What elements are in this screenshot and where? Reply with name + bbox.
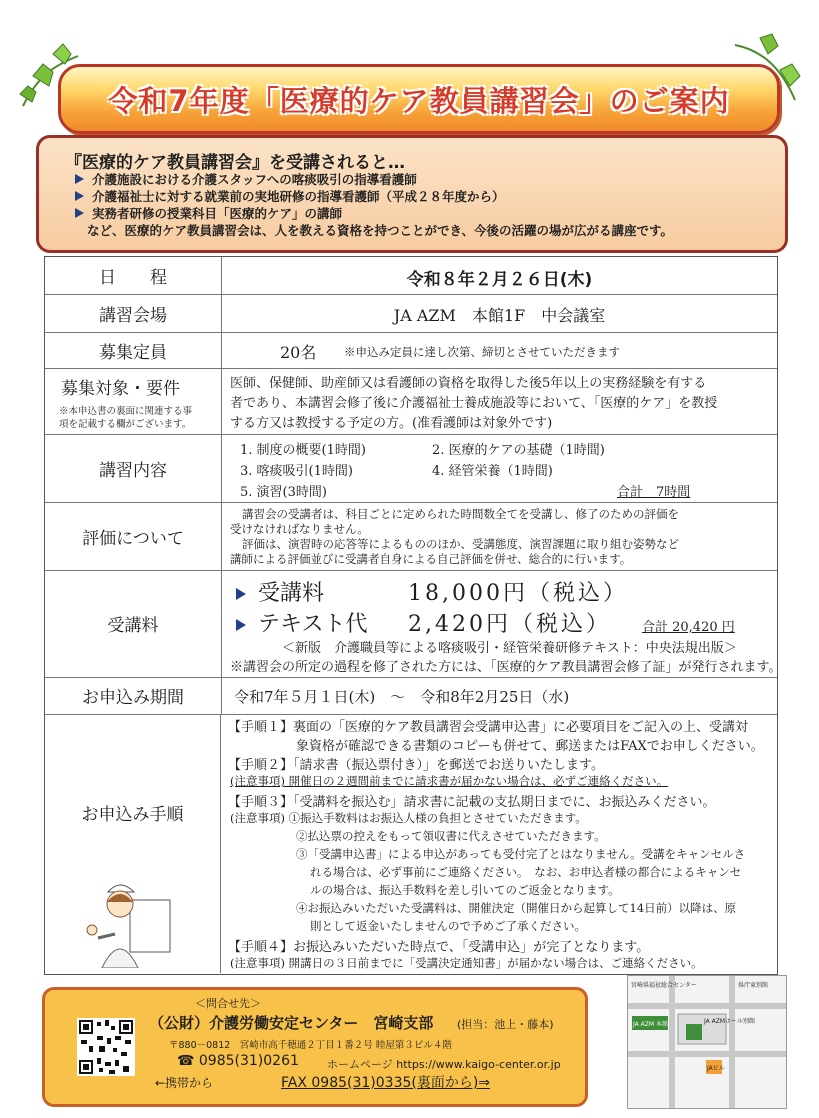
capacity-note: ※申込み定員に達し次第、締切とさせていただきます [344, 345, 620, 359]
intro-summary: など、医療的ケア教員講習会は、人を教える資格を持つことができ、今後の活躍の場が広がる講座です。 [87, 223, 674, 238]
course-total: 合計 7時間 [617, 485, 691, 500]
textbook-note: ＜新版 介護職員等による喀痰吸引・経管栄養研修テキスト：中央法規出版＞ [282, 641, 737, 656]
text-fee-line [236, 607, 368, 638]
contact-organization: （公財）介護労働安定センター 宮崎支部 [149, 1014, 434, 1032]
evaluation-text: 受けなければなりません。 [230, 522, 369, 536]
triangle-bullet-icon [236, 588, 246, 600]
text-fee-name: テキスト代 [258, 612, 368, 637]
course-item: 5. 演習(3時間) [240, 485, 327, 500]
contact-address: 〒880－0812 宮崎市高千穂通２丁目１番２号 睦屋第３ビル４階 [169, 1040, 452, 1051]
eligibility-subnote: ※本申込書の裏面に関連する事 [59, 406, 193, 417]
row-date [45, 257, 777, 295]
step-3-note: ④お振込みいただいた受講料は、開催決定（開催日から起算して14日前）以降は、原 [296, 901, 737, 915]
triangle-bullet-icon [75, 208, 84, 218]
qr-code-icon[interactable] [77, 1018, 135, 1076]
step-3-note: (注意事項) ①振込手数料はお振込人様の負担とさせていただきます。 [230, 811, 587, 825]
map-label: JA AZM 本館 [633, 1021, 668, 1028]
row-venue [45, 294, 777, 333]
intro-item-text: 介護施設における介護スタッフへの喀痰吸引の指導看護師 [92, 172, 417, 187]
row-content [45, 434, 777, 503]
value-cell-date [222, 257, 777, 294]
intro-item [75, 204, 342, 222]
fee-total: 合計 20,420 円 [642, 620, 735, 635]
intro-item [75, 170, 417, 188]
value-cell-capacity [222, 332, 777, 368]
step-3: 【手順３】「受講料を振込む」請求書に記載の支払期日までに、お振込みください。 [228, 795, 716, 810]
contact-header: ＜問合せ先＞ [195, 997, 261, 1010]
map-label: JAビル [707, 1065, 725, 1072]
label-evaluation: 評価について [45, 502, 222, 570]
step-4: 【手順４】お振込みいただいた時点で、「受講申込」が完了となります。 [228, 940, 650, 955]
triangle-bullet-icon [236, 619, 246, 631]
eligibility-text: 医師、保健師、助産師又は看護師の資格を取得した後5年以上の実務経験を有する [230, 376, 707, 391]
label-period: お申込み期間 [45, 677, 222, 714]
event-date: 令和８年２月２６日(木) [406, 270, 593, 290]
eligibility-text: 者であり、本講習会修了後に介護福祉士養成施設等において、「医療的ケア」を教授 [230, 396, 718, 411]
label-cell-eligibility [45, 368, 222, 434]
value-cell-eligibility [222, 368, 777, 434]
certificate-note: ※講習会の所定の過程を修了された方には、「医療的ケア教員講習会修了証」が発行されます。 [230, 660, 782, 675]
intro-item-text: 実務者研修の授業科目「医療的ケア」の講師 [92, 206, 343, 221]
course-item: 4. 経管栄養（1時間) [432, 464, 553, 479]
title-banner [58, 64, 780, 134]
triangle-bullet-icon [75, 174, 84, 184]
contact-box [42, 987, 588, 1107]
evaluation-text: 評価は、演習時の応答等によるもののほか、受講態度、演習課題に取り組む姿勢など [242, 537, 679, 551]
evaluation-text: 講師による評価並びに受講者自身による自己評価を併せ、総合的に行います。 [230, 552, 632, 566]
step-3-note: ③「受講申込書」による申込があっても受付完了とはなりません。受講をキャンセルさ [296, 847, 746, 861]
row-period [45, 677, 777, 715]
row-evaluation [45, 502, 777, 571]
step-3-note: ルの場合は、振込手数料を差し引いてのご返金となります。 [310, 883, 620, 897]
row-eligibility [45, 368, 777, 435]
intro-item [75, 187, 505, 205]
step-1-cont: 象資格が確認できる書類のコピーも併せて、郵送またはFAXでお申しください。 [296, 739, 764, 754]
row-fee [45, 570, 782, 678]
map-label: JA AZMホール別館 [704, 1018, 755, 1025]
value-cell-venue [222, 294, 777, 332]
step-2: 【手順２】「請求書（振込票付き）」を郵送でお送りいたします。 [228, 758, 604, 773]
course-item: 1. 制度の概要(1時間) [240, 443, 366, 458]
label-content: 講習内容 [45, 434, 222, 502]
contact-staff: (担当：池上・藤本) [457, 1018, 554, 1031]
contact-fax[interactable]: FAX 0985(31)0335(裏面から)⇒ [281, 1075, 491, 1091]
label-fee: 受講料 [45, 570, 222, 677]
page-title: 令和7年度「医療的ケア教員講習会」のご案内 [108, 84, 730, 118]
location-map [627, 975, 787, 1109]
application-period: 令和7年５月１日(木) ～ 令和8年2月25日（水) [234, 688, 570, 706]
label-date: 日 程 [45, 257, 222, 294]
intro-heading: 『医療的ケア教員講習会』を受講されると… [65, 153, 405, 173]
intro-item-text: 介護福祉士に対する就業前の実地研修の指導看護師（平成２８年度から） [92, 189, 505, 204]
venue-name: JA AZM 本館1F 中会議室 [393, 306, 606, 325]
fee-line [236, 576, 324, 607]
contact-website[interactable]: ホームページ https://www.kaigo-center.or.jp [327, 1058, 561, 1071]
value-cell-fee [222, 570, 782, 677]
evaluation-text: 講習会の受講者は、科目ごとに定められた時間数全てを受講し、修了のための評価を [242, 507, 679, 521]
text-fee-value: 2,420円（税込） [408, 612, 611, 637]
eligibility-text: する方又は教授する予定の方。(准看護師は対象外です) [230, 416, 553, 431]
mobile-arrow-label: ←携帯から [155, 1076, 214, 1090]
label-eligibility: 募集対象・要件 [61, 379, 180, 399]
step-4-note: (注意事項) 開講日の３日前までに「受講決定通知書」が届かない場合は、ご連絡ください。 [230, 956, 703, 970]
value-cell-period [222, 677, 777, 714]
step-3-note: ②払込票の控えをもって領収書に代えさせていただきます。 [296, 829, 606, 843]
triangle-bullet-icon [75, 191, 84, 201]
fee-name: 受講料 [258, 581, 325, 606]
step-2-note: (注意事項) 開催日の２週間前までに請求書が届かない場合は、必ずご連絡ください。 [230, 774, 669, 788]
step-3-note: れる場合は、必ず事前にご連絡ください。 なお、お申込者様の都合によるキャンセ [310, 865, 742, 879]
label-procedure: お申込み手順 [45, 714, 221, 973]
fee-value: 18,000円（税込） [408, 581, 628, 606]
capacity-value: 20名 [280, 343, 317, 362]
map-label: 県庁東別館 [738, 982, 769, 989]
map-graphic [628, 976, 786, 1108]
value-cell-procedure [222, 714, 777, 973]
contact-tel[interactable]: ☎ 0985(31)0261 [177, 1053, 299, 1069]
eligibility-subnote: 項を記載する欄がございます。 [59, 419, 192, 430]
label-capacity: 募集定員 [45, 332, 222, 368]
intro-box [36, 135, 788, 253]
label-venue: 講習会場 [45, 294, 222, 332]
qr-code-graphic [77, 1018, 135, 1076]
value-cell-content [222, 434, 777, 502]
nurse-illustration [80, 868, 180, 968]
row-capacity [45, 332, 777, 369]
course-item: 3. 喀痰吸引(1時間) [240, 464, 353, 479]
value-cell-evaluation [222, 502, 777, 570]
step-1: 【手順１】裏面の「医療的ケア教員講習会受講申込書」に必要項目をご記入の上、受講対 [228, 720, 749, 735]
course-item: 2. 医療的ケアの基礎（1時間) [432, 443, 605, 458]
map-label: 宮崎県福祉総合センター [631, 982, 697, 989]
step-3-note: 則として返金いたしませんので予めご了承ください。 [310, 919, 586, 933]
